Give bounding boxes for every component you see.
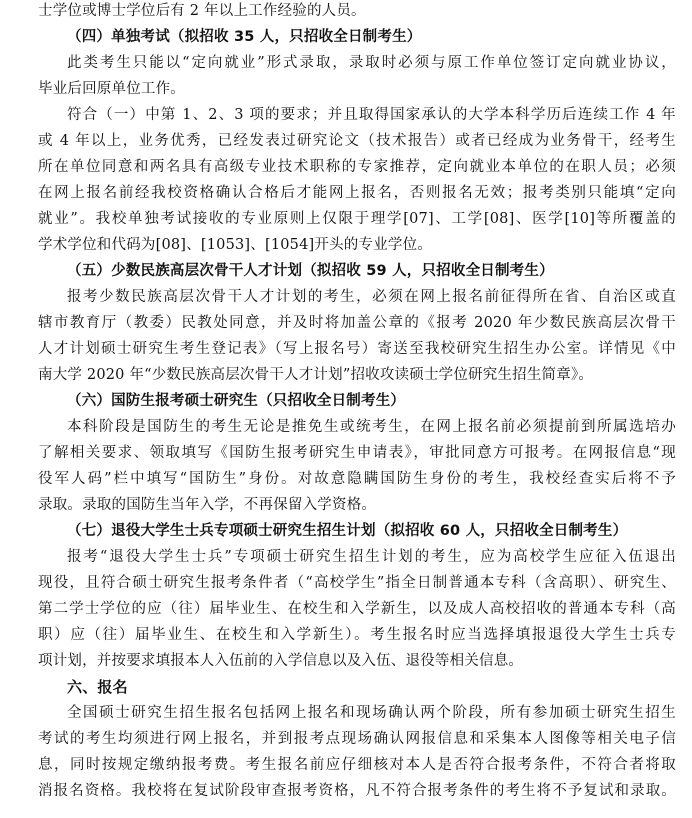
- paragraph-line: 役军人码”栏中填写“国防生”身份。对故意隐瞒国防生身份的考生，我校经查实后将不予: [38, 471, 676, 487]
- paragraph-line: 毕业后回原单位工作。: [38, 81, 185, 97]
- paragraph-line: 现役，且符合硕士研究生报考条件者（“高校学生”指全日制普通本专科（含高职）、研究生、: [38, 575, 676, 591]
- paragraph-line: 报考“退役大学生士兵”专项硕士研究生招生计划的考生，应为高校学生应征入伍退出: [67, 549, 676, 565]
- paragraph-line: 学术学位和代码为[08]、[1053]、[1054]开头的专业学位。: [38, 237, 432, 253]
- paragraph-line: 本科阶段是国防生的考生无论是推免生或统考生，在网上报名前必须提前到所属选培办: [67, 419, 676, 435]
- paragraph-line: 考试的考生均须进行网上报名，并到报考点现场确认网报信息和采集本人图像等相关电子信: [38, 731, 676, 747]
- subsection-heading-6: （六）国防生报考硕士研究生（只招收全日制考生）: [67, 393, 406, 409]
- paragraph-line: 辖市教育厅（教委）民教处同意，并及时将加盖公章的《报考 2020 年少数民族高层次骨干: [38, 315, 676, 331]
- paragraph-line: 符合（一）中第 1、2、3 项的要求；并且取得国家承认的大学本科学历后连续工作 4 年: [67, 107, 676, 123]
- paragraph-line: 报考少数民族高层次骨干人才计划的考生，必须在网上报名前征得所在省、自治区或直: [67, 289, 676, 305]
- paragraph-line: 了解相关要求、领取填写《国防生报考研究生申请表》，审批同意方可报考。在网报信息“现: [38, 445, 676, 461]
- paragraph-line: 全国硕士研究生招生报名包括网上报名和现场确认两个阶段，所有参加硕士研究生招生: [67, 705, 676, 721]
- paragraph-line: 录取。录取的国防生当年入学，不再保留入学资格。: [38, 497, 377, 513]
- paragraph-line: 南大学 2020 年“少数民族高层次骨干人才计划”招收攻读硕士学位研究生招生简章》。: [38, 367, 594, 383]
- section-heading-registration: 六、报名: [67, 678, 128, 696]
- paragraph-line: 此类考生只能以“定向就业”形式录取，录取时必须与原工作单位签订定向就业协议，: [67, 55, 676, 71]
- paragraph-line: 所在单位同意和两名具有高级专业技术职称的专家推荐，定向就业本单位的在职人员；必须: [38, 159, 676, 175]
- paragraph-line: 人才计划硕士研究生考生登记表》（写上报名号）寄送至我校研究生招生办公室。详情见《中: [38, 341, 676, 357]
- subsection-heading-4: （四）单独考试（拟招收 35 人，只招收全日制考生）: [67, 29, 422, 45]
- paragraph-line: 项计划，并按要求填报本人入伍前的入学信息以及入伍、退役等相关信息。: [38, 653, 524, 669]
- paragraph-line: 在网上报名前经我校资格确认合格后才能网上报名，否则报名无效；报考类别只能填“定向: [38, 185, 676, 201]
- subsection-heading-7: （七）退役大学生士兵专项硕士研究生招生计划（拟招收 60 人，只招收全日制考生）: [67, 523, 628, 539]
- paragraph-line: 士学位或博士学位后有 2 年以上工作经验的人员。: [38, 3, 366, 19]
- paragraph-line: 或 4 年以上，业务优秀，已经发表过研究论文（技术报告）或者已经成为业务骨干，经考生: [38, 133, 676, 149]
- paragraph-line: 就业”。我校单独考试接收的专业原则上仅限于理学[07]、工学[08]、医学[10]等所覆盖的: [38, 211, 676, 227]
- paragraph-line: 职）应（往）届毕业生、在校生和入学新生）。考生报名时应当选择填报退役大学生士兵专: [38, 627, 676, 643]
- paragraph-line: 第二学士学位的应（往）届毕业生、在校生和入学新生，以及成人高校招收的普通本专科（高: [38, 601, 676, 617]
- subsection-heading-5: （五）少数民族高层次骨干人才计划（拟招收 59 人，只招收全日制考生）: [67, 263, 554, 279]
- paragraph-line: 消报名资格。我校将在复试阶段审查报考资格，凡不符合报考条件的考生将不予复试和录取。: [38, 783, 676, 799]
- paragraph-line: 息，同时按规定缴纳报考费。考生报名前应仔细核对本人是否符合报考条件，不符合者将取: [38, 757, 676, 773]
